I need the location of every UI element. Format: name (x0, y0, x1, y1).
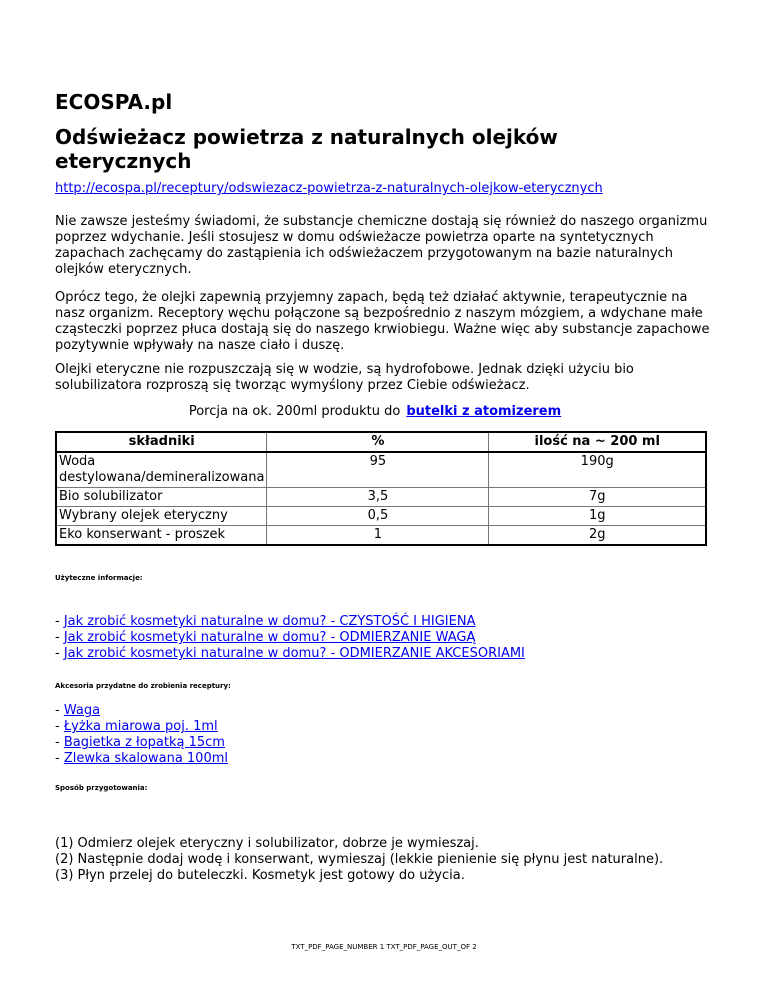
table-header-row (56, 432, 706, 452)
list-prefix: - (55, 719, 64, 734)
ingredient-amount: 190g (580, 454, 614, 469)
list-item (55, 646, 525, 662)
ingredient-amount: 2g (588, 527, 606, 542)
list-prefix: - (55, 751, 64, 766)
beaker-link[interactable]: Zlewka skalowana 100ml (63, 751, 229, 766)
intro-paragraph-1: Nie zawsze jesteśmy świadomi, że substancje chemiczne dostają się również do naszego organizmu poprzez wdychanie. Jeśli stosujesz w domu odświeżacze powietrza oparte na syntetycznych zapachach zachęcamy do zastąpienia ich odświeżaczem przygotowanym na bazie naturalnych olejków eterycznych. (55, 214, 708, 277)
preparation-step: (2) Następnie dodaj wodę i konserwant, wymieszaj (lekkie pienienie się płynu jest naturalne). (55, 852, 664, 867)
list-item (55, 751, 228, 767)
portion-text: Porcja na ok. 200ml produktu do (188, 404, 401, 419)
ingredient-percent: 1 (267, 526, 489, 546)
list-item (55, 630, 525, 646)
intro-paragraph-2: Oprócz tego, że olejki zapewnią przyjemny zapach, będą też działać aktywnie, terapeutycznie na nasz organizm. Receptory węchu połączone są bezpośrednio z naszym mózgiem, a wdychane małe cząsteczki poprzez płuca dostają się do naszego krwiobiegu. Ważne więc aby substancje zapachowe pozytywnie wpływały na nasze ciało i duszę. (55, 290, 710, 353)
accessories-guide-link[interactable]: Jak zrobić kosmetyki naturalne w domu? - ODMIERZANIE AKCESORIAMI (63, 646, 525, 661)
weighing-guide-link[interactable]: Jak zrobić kosmetyki naturalne w domu? - ODMIERZANIE WAGĄ (63, 630, 476, 645)
list-prefix: - (55, 630, 64, 645)
ingredient-percent: 3,5 (267, 488, 489, 507)
ingredient-name: Eko konserwant - proszek (56, 526, 267, 546)
column-header-percent: % (267, 432, 489, 452)
preparation-step: (3) Płyn przelej do buteleczki. Kosmetyk jest gotowy do użycia. (55, 868, 465, 883)
ingredient-name: Woda destylowana/demineralizowana (56, 452, 267, 488)
accessories-heading: Akcesoria przydatne do zrobienia receptury: (55, 682, 231, 690)
article-title: Odświeżacz powietrza z naturalnych olejków eterycznych (55, 125, 558, 173)
list-prefix: - (55, 735, 64, 750)
ingredients-table (55, 431, 707, 546)
portion-line (55, 404, 695, 420)
useful-info-heading: Użyteczne informacje: (55, 574, 143, 582)
list-item (55, 719, 228, 735)
list-prefix: - (55, 614, 64, 629)
preparation-steps (55, 836, 663, 884)
ingredient-amount: 1g (588, 508, 606, 523)
list-prefix: - (55, 646, 64, 661)
list-item (55, 735, 228, 751)
source-url-link[interactable]: http://ecospa.pl/receptury/odswiezacz-powietrza-z-naturalnych-olejkow-eterycznych (55, 181, 603, 196)
column-header-amount: ilość na ~ 200 ml (534, 434, 660, 449)
preparation-step: (1) Odmierz olejek eteryczny i solubilizator, dobrze je wymieszaj. (55, 836, 479, 851)
stirring-rod-link[interactable]: Bagietka z łopatką 15cm (63, 735, 225, 750)
atomizer-bottle-link[interactable]: butelki z atomizerem (406, 404, 562, 419)
table-row (56, 507, 706, 526)
measuring-spoon-link[interactable]: Łyżka miarowa poj. 1ml (63, 719, 218, 734)
preparation-heading: Sposób przygotowania: (55, 784, 148, 792)
table-row (56, 526, 706, 546)
useful-info-list (55, 614, 525, 662)
column-header-ingredient: składniki (56, 432, 267, 452)
scale-link[interactable]: Waga (63, 703, 101, 718)
hygiene-guide-link[interactable]: Jak zrobić kosmetyki naturalne w domu? - CZYSTOŚĆ I HIGIENA (63, 614, 476, 629)
intro-paragraph-3: Olejki eteryczne nie rozpuszczają się w wodzie, są hydrofobowe. Jednak dzięki użyciu bio solubilizatora rozproszą się tworząc wymyślony przez Ciebie odświeżacz. (55, 362, 634, 393)
table-row (56, 488, 706, 507)
site-title: ECOSPA.pl (55, 90, 173, 114)
accessories-list (55, 703, 228, 767)
ingredient-name: Bio solubilizator (56, 488, 267, 507)
table-row (56, 452, 706, 488)
ingredient-percent: 95 (267, 452, 489, 488)
ingredient-percent: 0,5 (267, 507, 489, 526)
list-item (55, 614, 525, 630)
ingredient-amount: 7g (588, 489, 606, 504)
list-item (55, 703, 228, 719)
list-prefix: - (55, 703, 64, 718)
page-footer: TXT_PDF_PAGE_NUMBER 1 TXT_PDF_PAGE_OUT_OF 2 (291, 943, 477, 951)
ingredient-name: Wybrany olejek eteryczny (56, 507, 267, 526)
